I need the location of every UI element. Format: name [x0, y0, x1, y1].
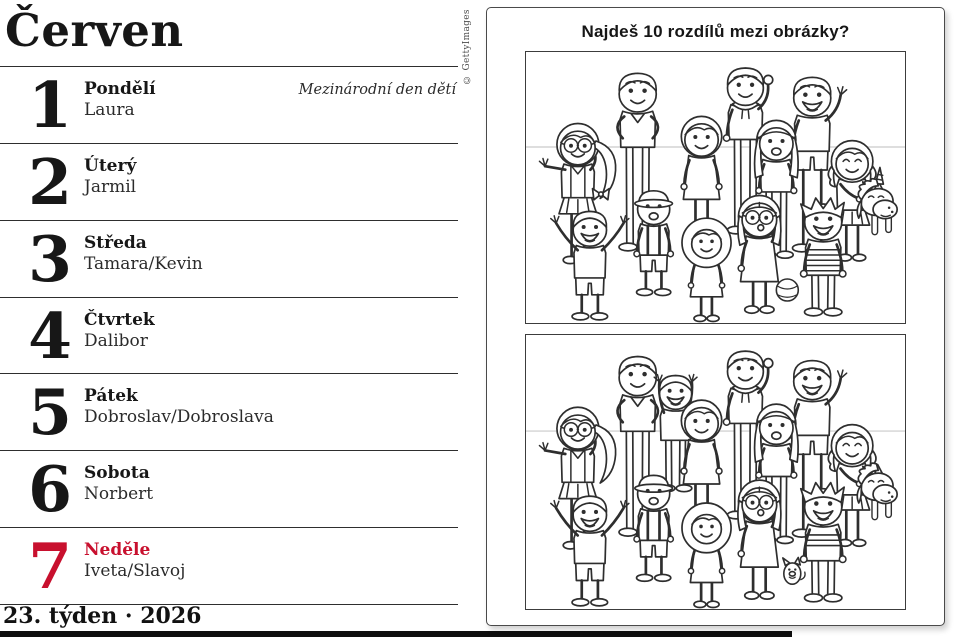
spiky-hair-boy: [800, 483, 845, 602]
day-number: 2: [28, 144, 72, 219]
month-title: Červen: [5, 4, 184, 57]
week-footer: 23. týden · 2026: [3, 603, 202, 629]
spiky-hair-boy: [800, 198, 845, 316]
day-row: [0, 143, 458, 220]
image-credit: © GettyImages: [462, 9, 472, 84]
day-number: 1: [28, 68, 72, 142]
day-name: Pondělí: [84, 79, 156, 99]
spread-arms-boy: [551, 211, 629, 320]
holiday-note: Mezinárodní den dětí: [298, 82, 456, 98]
day-number: 6: [28, 452, 72, 527]
day-name: Úterý: [84, 155, 137, 176]
round-hair-girl: [682, 503, 731, 607]
hat-kid: [634, 191, 673, 296]
spread-arms-boy: [551, 496, 629, 606]
glasses-ponytail-girl: [539, 124, 615, 264]
name-day: Jarmil: [84, 176, 137, 197]
day-number: 3: [28, 221, 72, 296]
puzzle-card: [486, 7, 945, 626]
day-row: [0, 527, 458, 605]
thumb-girl: [738, 480, 781, 599]
puzzle-illustration-top: [526, 52, 905, 323]
day-row: [0, 450, 458, 527]
name-day: Iveta/Slavoj: [84, 561, 186, 582]
hat-kid: [634, 475, 673, 581]
ball: [776, 279, 798, 301]
day-number: 7: [28, 529, 72, 604]
day-name: Středa: [84, 232, 147, 253]
name-day: Dobroslav/Dobroslava: [84, 407, 274, 428]
day-number: 5: [28, 375, 72, 450]
day-name: Sobota: [84, 463, 150, 484]
puzzle-image-top: [525, 51, 906, 324]
day-row: [0, 220, 458, 297]
name-day: Norbert: [84, 484, 154, 505]
glasses-ponytail-girl: [539, 407, 615, 549]
name-day: Dalibor: [84, 330, 148, 351]
page-edge-bar: [0, 631, 792, 637]
day-number: 4: [28, 298, 72, 373]
day-row: [0, 297, 458, 374]
day-name: Pátek: [84, 386, 138, 407]
day-rows: [0, 66, 458, 605]
name-day: Tamara/Kevin: [84, 253, 203, 274]
puzzle-illustration-bottom: [526, 335, 905, 609]
name-day: Laura: [84, 100, 135, 120]
day-row: [0, 66, 458, 143]
puzzle-title: Najdeš 10 rozdílů mezi obrázky?: [581, 22, 850, 41]
day-row: [0, 373, 458, 450]
day-name: Čtvrtek: [84, 309, 155, 330]
day-name: Neděle: [84, 540, 151, 561]
puzzle-image-bottom: [525, 334, 906, 610]
thumb-girl: [738, 196, 781, 314]
round-hair-girl: [682, 218, 731, 321]
